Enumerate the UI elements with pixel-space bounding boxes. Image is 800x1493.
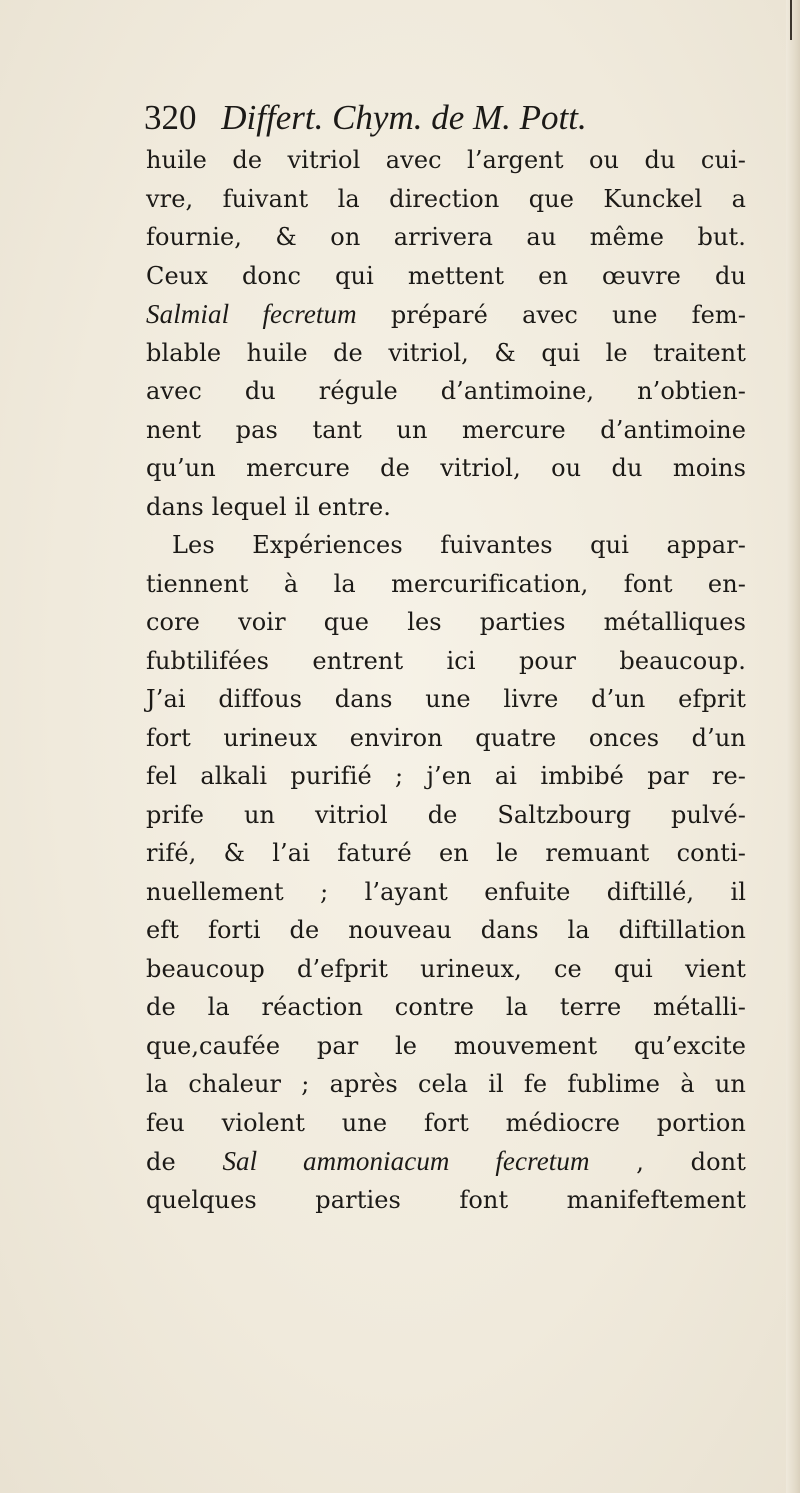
running-title: Differt. Chym. de M. Pott. [221,98,587,137]
text-line: feu violent une fort médiocre portion [146,1108,746,1137]
text-line: tiennent à la mercurification, font en- [146,569,746,598]
text-line: eft forti de nouveau dans la diftillation [146,916,746,944]
text-line: blable huile de vitriol, & qui le traitent [146,338,746,367]
text-line: huile de vitriol avec l’argent ou du cui- [146,146,746,174]
text-line: fel alkali purifié ; j’en ai imbibé par re- [146,762,746,790]
text-line: J’ai diffous dans une livre d’un efprit [146,685,746,713]
text-block [146,95,746,1219]
text-run: , dont [589,1148,746,1176]
text-line: beaucoup d’efprit urineux, ce qui vient [146,954,746,983]
text-line: que,caufée par le mouvement qu’excite [146,1031,746,1060]
text-run: préparé avec une fem- [356,301,747,329]
text-line: fubtilifées entrent ici pour beaucoup. [146,646,746,675]
text-line: rifé, & l’ai faturé en le remuant conti- [146,839,746,867]
text-line: avec du régule d’antimoine, n’obtien- [146,377,746,405]
text-line: qu’un mercure de vitriol, ou du moins [146,454,746,482]
page-edge-mark [790,0,792,40]
page-number: 320 [144,98,197,137]
text-line: Ceux donc qui mettent en œuvre du [146,261,746,290]
text-line [146,295,746,334]
text-run: de [146,1148,223,1176]
italic-term: Sal ammoniacum fecretum [222,1146,590,1176]
text-line: vre, fuivant la direction que Kunckel a [146,184,746,213]
paragraph-end-line: dans lequel il entre. [146,492,391,521]
text-line [146,1142,746,1181]
italic-term: Salmial fecretum [146,299,357,329]
running-header [144,95,746,141]
paragraph-start-line: Les Expériences fuivantes qui appar- [172,531,746,559]
text-line: prife un vitriol de Saltzbourg pulvé- [146,800,746,829]
text-line: fort urineux environ quatre onces d’un [146,723,746,752]
text-line: nent pas tant un mercure d’antimoine [146,415,746,444]
text-line: quelques parties font manifeftement [146,1185,746,1214]
text-line: la chaleur ; après cela il fe fublime à un [146,1070,746,1098]
page-edge [786,0,800,1493]
text-line: fournie, & on arrivera au même but. [146,223,746,251]
text-line: de la réaction contre la terre métalli- [146,993,746,1021]
text-line: core voir que les parties métalliques [146,608,746,636]
text-line: nuellement ; l’ayant enfuite diftillé, il [146,877,746,906]
